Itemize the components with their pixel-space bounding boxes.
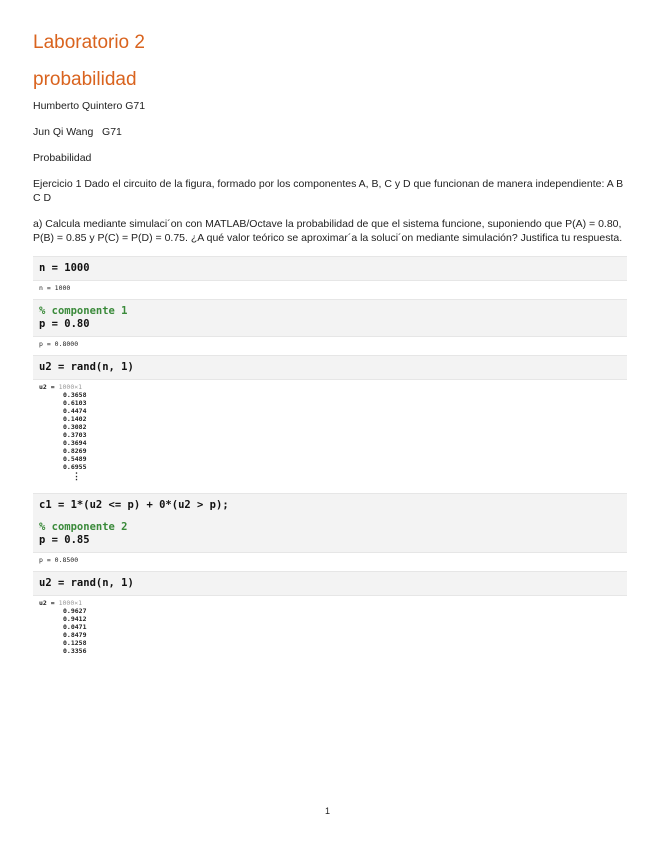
matrix-size: 1000×1 — [58, 599, 83, 607]
matrix-value: 0.3658 — [63, 391, 87, 399]
output-rand2 — [33, 596, 627, 658]
matrix-values — [39, 607, 621, 655]
matrix-value: 0.8479 — [63, 631, 87, 639]
code-comment: % componente 2 — [39, 521, 128, 533]
matrix-value: 0.9627 — [63, 607, 87, 615]
matrix-name: u2 = — [39, 599, 59, 607]
code-cell-n[interactable] — [33, 256, 627, 281]
output-rand1 — [33, 380, 627, 489]
matrix-value: 0.5489 — [63, 455, 87, 463]
code-cell-p1[interactable] — [33, 299, 627, 337]
code-cell-rand2[interactable] — [33, 571, 627, 596]
matrix-header — [39, 599, 621, 607]
matrix-value: 0.8269 — [63, 447, 87, 455]
matrix-value: 0.0471 — [63, 623, 87, 631]
code-cell-c1[interactable] — [33, 493, 627, 553]
exercise-text: Ejercicio 1 Dado el circuito de la figura, formado por los componentes A, B, C y D que funcionan de manera independiente: A B C D — [33, 178, 624, 204]
matrix-value: 0.1402 — [63, 415, 87, 423]
code-line: p = 0.85 — [39, 534, 90, 546]
author-line-2: Jun Qi Wang G71 — [33, 126, 122, 138]
question-text: a) Calcula mediante simulaci´on con MATLAB/Octave la probabilidad de que el sistema funcione, suponiendo que P(A) = 0.80, P(B) = 0.85 y P(C) = P(D) = 0.75. ¿A qué valor teórico se aproximar´a la soluci´on mediante simulación? Justifica tu respuesta. — [33, 218, 623, 244]
matrix-value: 0.3356 — [63, 647, 87, 655]
matrix-value: 0.3082 — [63, 423, 87, 431]
matrix-size: 1000×1 — [58, 383, 83, 391]
page-number: 1 — [324, 806, 330, 816]
ellipsis-vertical-icon: ⋮ — [72, 472, 81, 482]
matrix-header — [39, 383, 621, 391]
matrix-value: 0.3703 — [63, 431, 87, 439]
matrix-value: 0.9412 — [63, 615, 87, 623]
matrix-values — [39, 391, 621, 471]
subject-line: Probabilidad — [33, 152, 92, 164]
code-line: u2 = rand(n, 1) — [39, 361, 134, 373]
matrix-value: 0.3694 — [63, 439, 87, 447]
author-line-1: Humberto Quintero G71 — [33, 100, 146, 112]
code-line: u2 = rand(n, 1) — [39, 577, 134, 589]
output-line: p = 0.8500 — [39, 556, 79, 564]
document-title: Laboratorio 2 — [33, 32, 145, 53]
page-content — [33, 30, 627, 658]
matrix-value: 0.6103 — [63, 399, 87, 407]
matrix-value: 0.4474 — [63, 407, 87, 415]
code-cell-rand1[interactable] — [33, 355, 627, 380]
output-p1 — [33, 337, 627, 351]
output-n — [33, 281, 627, 295]
output-line: n = 1000 — [39, 284, 71, 292]
matrix-value: 0.1258 — [63, 639, 87, 647]
code-line: p = 0.80 — [39, 318, 90, 330]
code-line: n = 1000 — [39, 262, 90, 274]
document-subtitle: probabilidad — [33, 69, 137, 90]
matrix-value: 0.6955 — [63, 463, 87, 471]
code-comment: % componente 1 — [39, 305, 128, 317]
code-line: c1 = 1*(u2 <= p) + 0*(u2 > p); — [39, 499, 229, 511]
matrix-name: u2 = — [39, 383, 59, 391]
output-line: p = 0.8000 — [39, 340, 79, 348]
output-p2 — [33, 553, 627, 567]
